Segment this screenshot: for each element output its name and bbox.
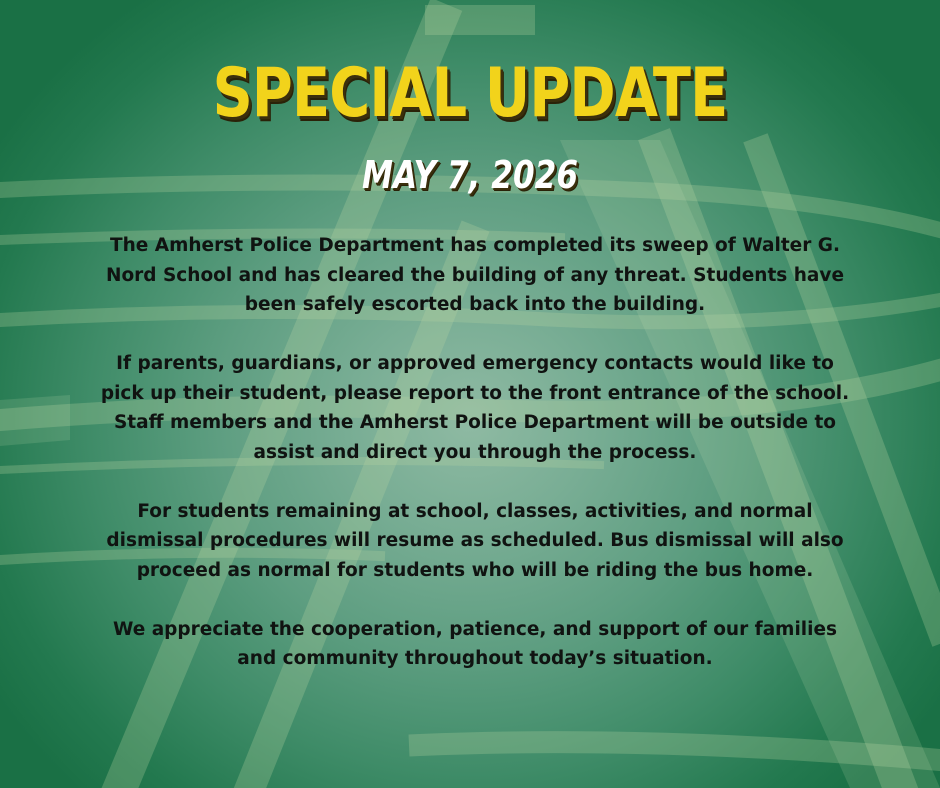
paragraph-pickup-instructions: If parents, guardians, or approved emergency contacts would like to pick up their student, please report to the front entrance of the school. Staff members and the Amherst Police Department will be outside to assist and direct you through the process.	[100, 353, 850, 463]
poster-date: MAY 7, 2026	[361, 153, 579, 197]
paragraph-police-sweep: The Amherst Police Department has completed its sweep of Walter G. Nord School and has cleared the building of any threat. Students have been safely escorted back into the building.	[105, 235, 845, 315]
announcement-body	[100, 231, 850, 703]
poster-title: SPECIAL UPDATE	[212, 54, 728, 133]
paragraph-dismissal: For students remaining at school, classes, activities, and normal dismissal procedures will resume as scheduled. Bus dismissal will also proceed as normal for students who will be riding the bus home.	[106, 500, 844, 581]
paragraph-appreciation: We appreciate the cooperation, patience, and support of our families and community throughout today’s situation.	[112, 618, 838, 669]
